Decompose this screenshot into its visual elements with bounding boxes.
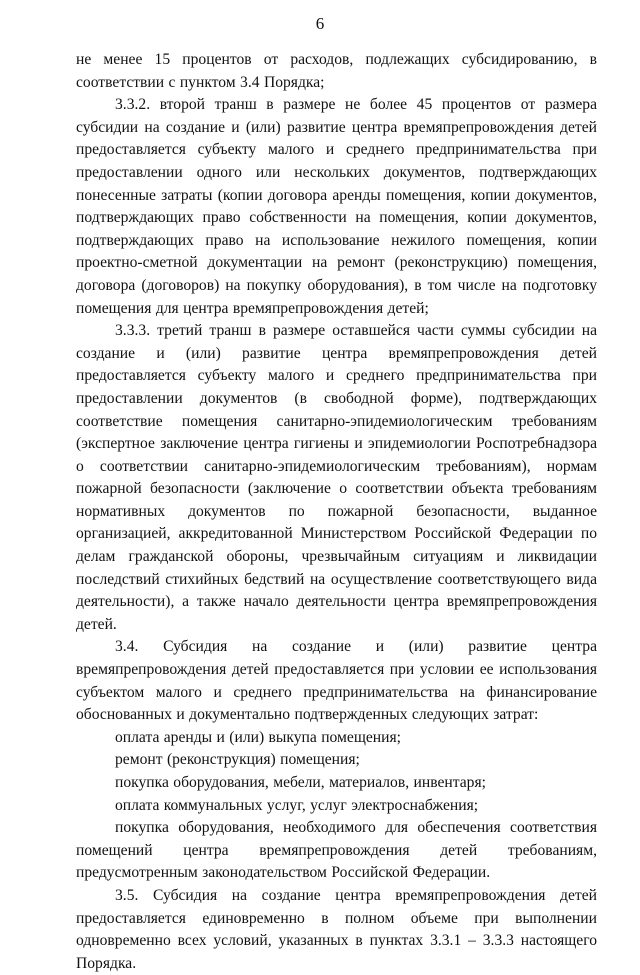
list-item-equipment: покупка оборудования, мебели, материалов, инвентаря;	[115, 774, 486, 791]
paragraph-3-5: 3.5. Субсидия на создание центра времяпрепровождения детей предоставляется единовременно в полном объеме при выполнении одновременно всех условий, указанных в пунктах 3.3.1 – 3.3.3 настоящего Порядка.	[76, 886, 597, 972]
page-number: 6	[315, 14, 325, 33]
document-body	[76, 49, 597, 975]
paragraph-3-3-2: 3.3.2. второй транш в размере не более 45 процентов от размера субсидии на создание и (или) развитие центра времяпрепровождения детей предоставляется субъекту малого и среднего предпринимательства при предоставлении одного или нескольких документов, подтверждающих понесенные затраты (копии договора аренды помещения, копии документов, подтверждающих право собственности на помещения, копии документов, подтверждающих право на использование нежилого помещения, копии проектно-сметной документации на ремонт (реконструкцию) помещения, договора (договоров) на покупку оборудования), в том числе на подготовку помещения для центра времяпрепровождения детей;	[76, 96, 597, 317]
list-item-utilities: оплата коммунальных услуг, услуг электроснабжения;	[115, 796, 479, 814]
paragraph-3-3-3: 3.3.3. третий транш в размере оставшейся части суммы субсидии на создание и (или) развитие центра времяпрепровождения детей предоставляется субъекту малого и среднего предпринимательства при предоставлении документов (в свободной форме), подтверждающих соответствие помещения санитарно-эпидемиологическим требованиям (экспертное заключение центра гигиены и эпидемиологии Роспотребнадзора о соответствии санитарно-эпидемиологическим требованиям), нормам пожарной безопасности (заключение о соответствии объекта требованиям нормативных документов по пожарной безопасности, выданное организацией, аккредитованной Министерством Российской Федерации по делам гражданской обороны, чрезвычайным ситуациям и ликвидации последствий стихийных бедствий на осуществление соответствующего вида деятельности), а также начало деятельности центра времяпрепровождения детей.	[76, 322, 597, 633]
paragraph-continuation: не менее 15 процентов от расходов, подлежащих субсидированию, в соответствии с пунктом 3.4 Порядка;	[76, 51, 597, 91]
paragraph-3-4: 3.4. Субсидия на создание и (или) развитие центра времяпрепровождения детей предоставляется при условии ее использования субъектом малого и среднего предпринимательства на финансирование обоснованных и документально подтвержденных следующих затрат:	[76, 638, 597, 724]
list-item-rent: оплата аренды и (или) выкупа помещения;	[115, 728, 401, 746]
list-item-compliance-equipment: покупка оборудования, необходимого для обеспечения соответствия помещений центра времяпрепровождения детей требованиям, предусмотренным законодательством Российской Федерации.	[76, 819, 597, 882]
list-item-repair: ремонт (реконструкция) помещения;	[115, 751, 360, 769]
